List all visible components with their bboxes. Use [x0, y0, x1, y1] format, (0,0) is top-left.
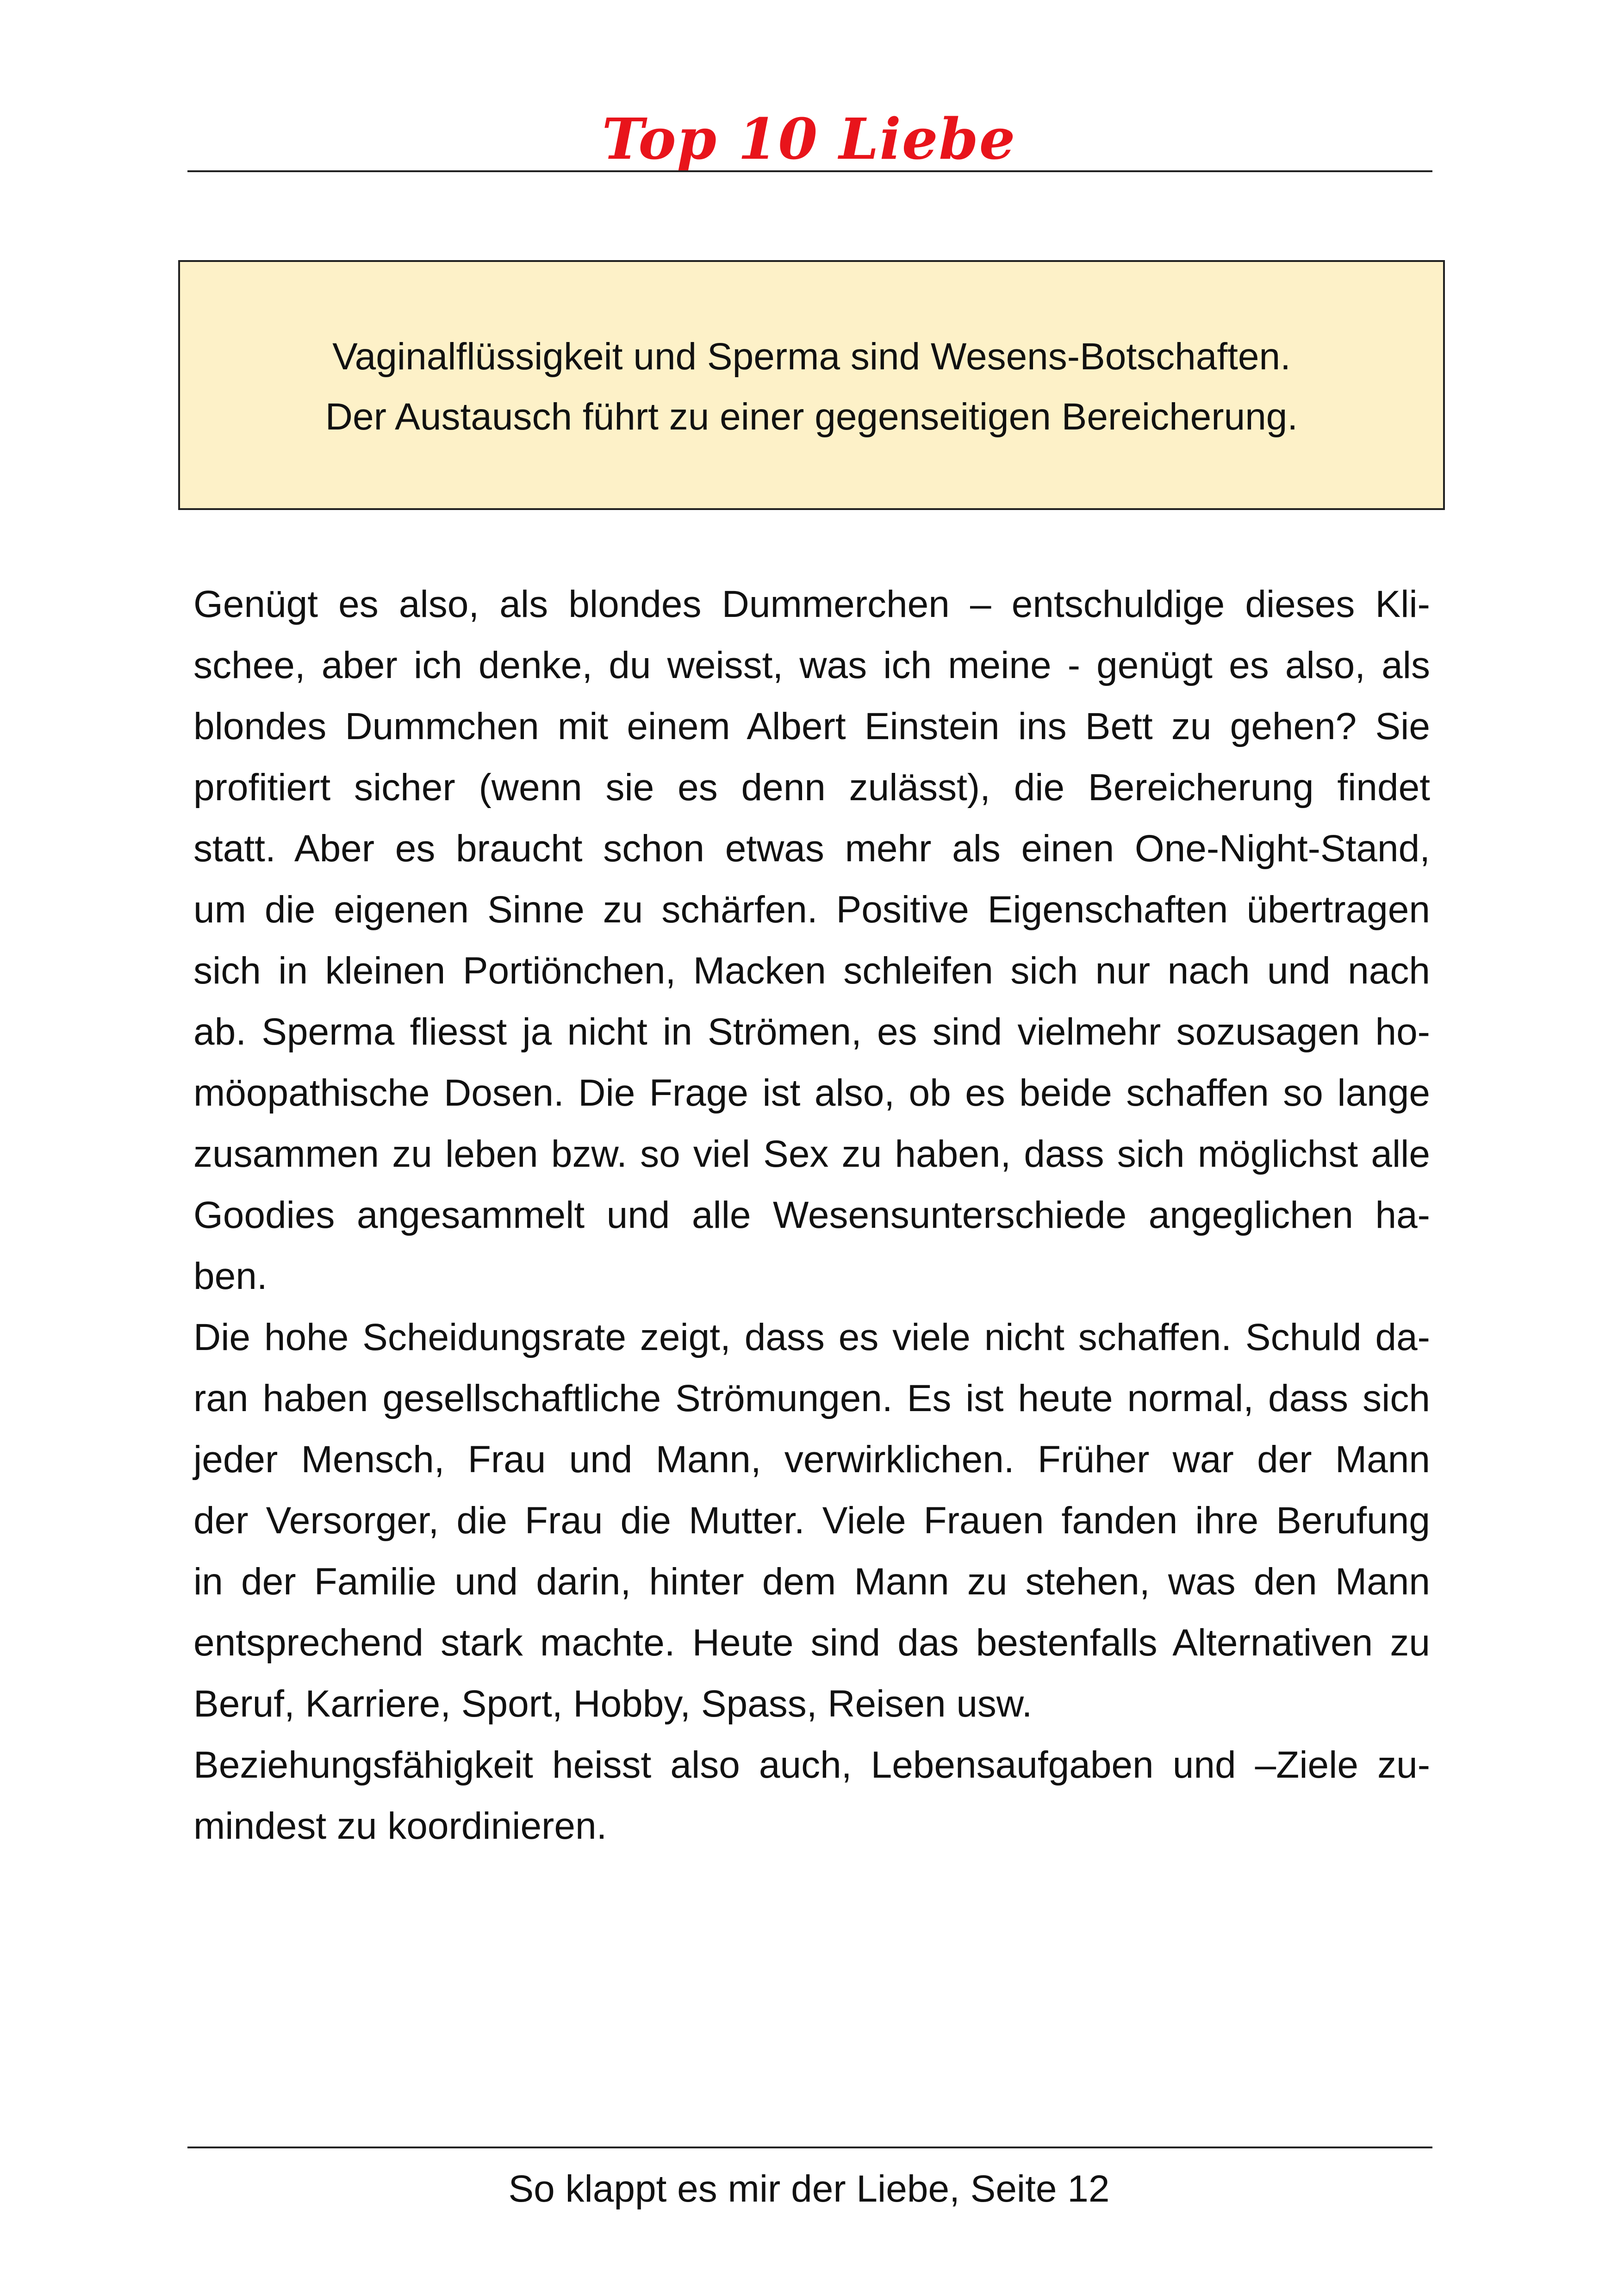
- body-line: Beziehungsfähigkeit heisst also auch, Lebensaufgaben und –Ziele zu-: [193, 1744, 1430, 1786]
- body-line: ab. Sperma fliesst ja nicht in Strömen, es sind vielmehr sozusagen ho-: [193, 1011, 1430, 1053]
- body-line: jeder Mensch, Frau und Mann, verwirklichen. Früher war der Mann: [193, 1438, 1430, 1481]
- body-line: sich in kleinen Portiönchen, Macken schleifen sich nur nach und nach: [193, 950, 1430, 992]
- page-footer: So klappt es mir der Liebe, Seite 12: [508, 2168, 1110, 2210]
- body-line: der Versorger, die Frau die Mutter. Viele Frauen fanden ihre Berufung: [193, 1500, 1430, 1542]
- body-line: um die eigenen Sinne zu schärfen. Positive Eigenschaften übertragen: [193, 889, 1430, 931]
- body-line: Genügt es also, als blondes Dummerchen – entschuldige dieses Kli-: [193, 583, 1430, 625]
- body-text: [193, 574, 1430, 1857]
- page-header-title: Top 10 Liebe: [602, 106, 1016, 172]
- body-line: schee, aber ich denke, du weisst, was ich meine - genügt es also, als: [193, 644, 1430, 686]
- body-line: möopathische Dosen. Die Frage ist also, ob es beide schaffen so lange: [193, 1072, 1430, 1114]
- body-line: blondes Dummchen mit einem Albert Einstein ins Bett zu gehen? Sie: [193, 705, 1430, 747]
- quote-line: Der Austausch führt zu einer gegenseitigen Bereicherung.: [325, 396, 1298, 438]
- footer-divider: [187, 2147, 1432, 2148]
- body-line: in der Familie und darin, hinter dem Mann zu stehen, was den Mann: [193, 1561, 1430, 1603]
- quote-line: Vaginalflüssigkeit und Sperma sind Wesens-Botschaften.: [332, 336, 1291, 378]
- body-line: entsprechend stark machte. Heute sind das bestenfalls Alternativen zu: [193, 1622, 1430, 1664]
- body-line: Die hohe Scheidungsrate zeigt, dass es viele nicht schaffen. Schuld da-: [193, 1316, 1430, 1358]
- highlight-quote-box: [178, 260, 1445, 510]
- body-line: Beruf, Karriere, Sport, Hobby, Spass, Reisen usw.: [193, 1683, 1033, 1725]
- body-line: ben.: [193, 1255, 268, 1297]
- body-line: Goodies angesammelt und alle Wesensunterschiede angeglichen ha-: [193, 1194, 1430, 1236]
- body-line: zusammen zu leben bzw. so viel Sex zu haben, dass sich möglichst alle: [193, 1133, 1430, 1175]
- body-line: profitiert sicher (wenn sie es denn zulässt), die Bereicherung findet: [193, 766, 1430, 809]
- body-line: mindest zu koordinieren.: [193, 1805, 607, 1847]
- header-divider: [187, 170, 1432, 172]
- body-line: statt. Aber es braucht schon etwas mehr als einen One-Night-Stand,: [193, 828, 1430, 870]
- body-line: ran haben gesellschaftliche Strömungen. Es ist heute normal, dass sich: [193, 1377, 1430, 1419]
